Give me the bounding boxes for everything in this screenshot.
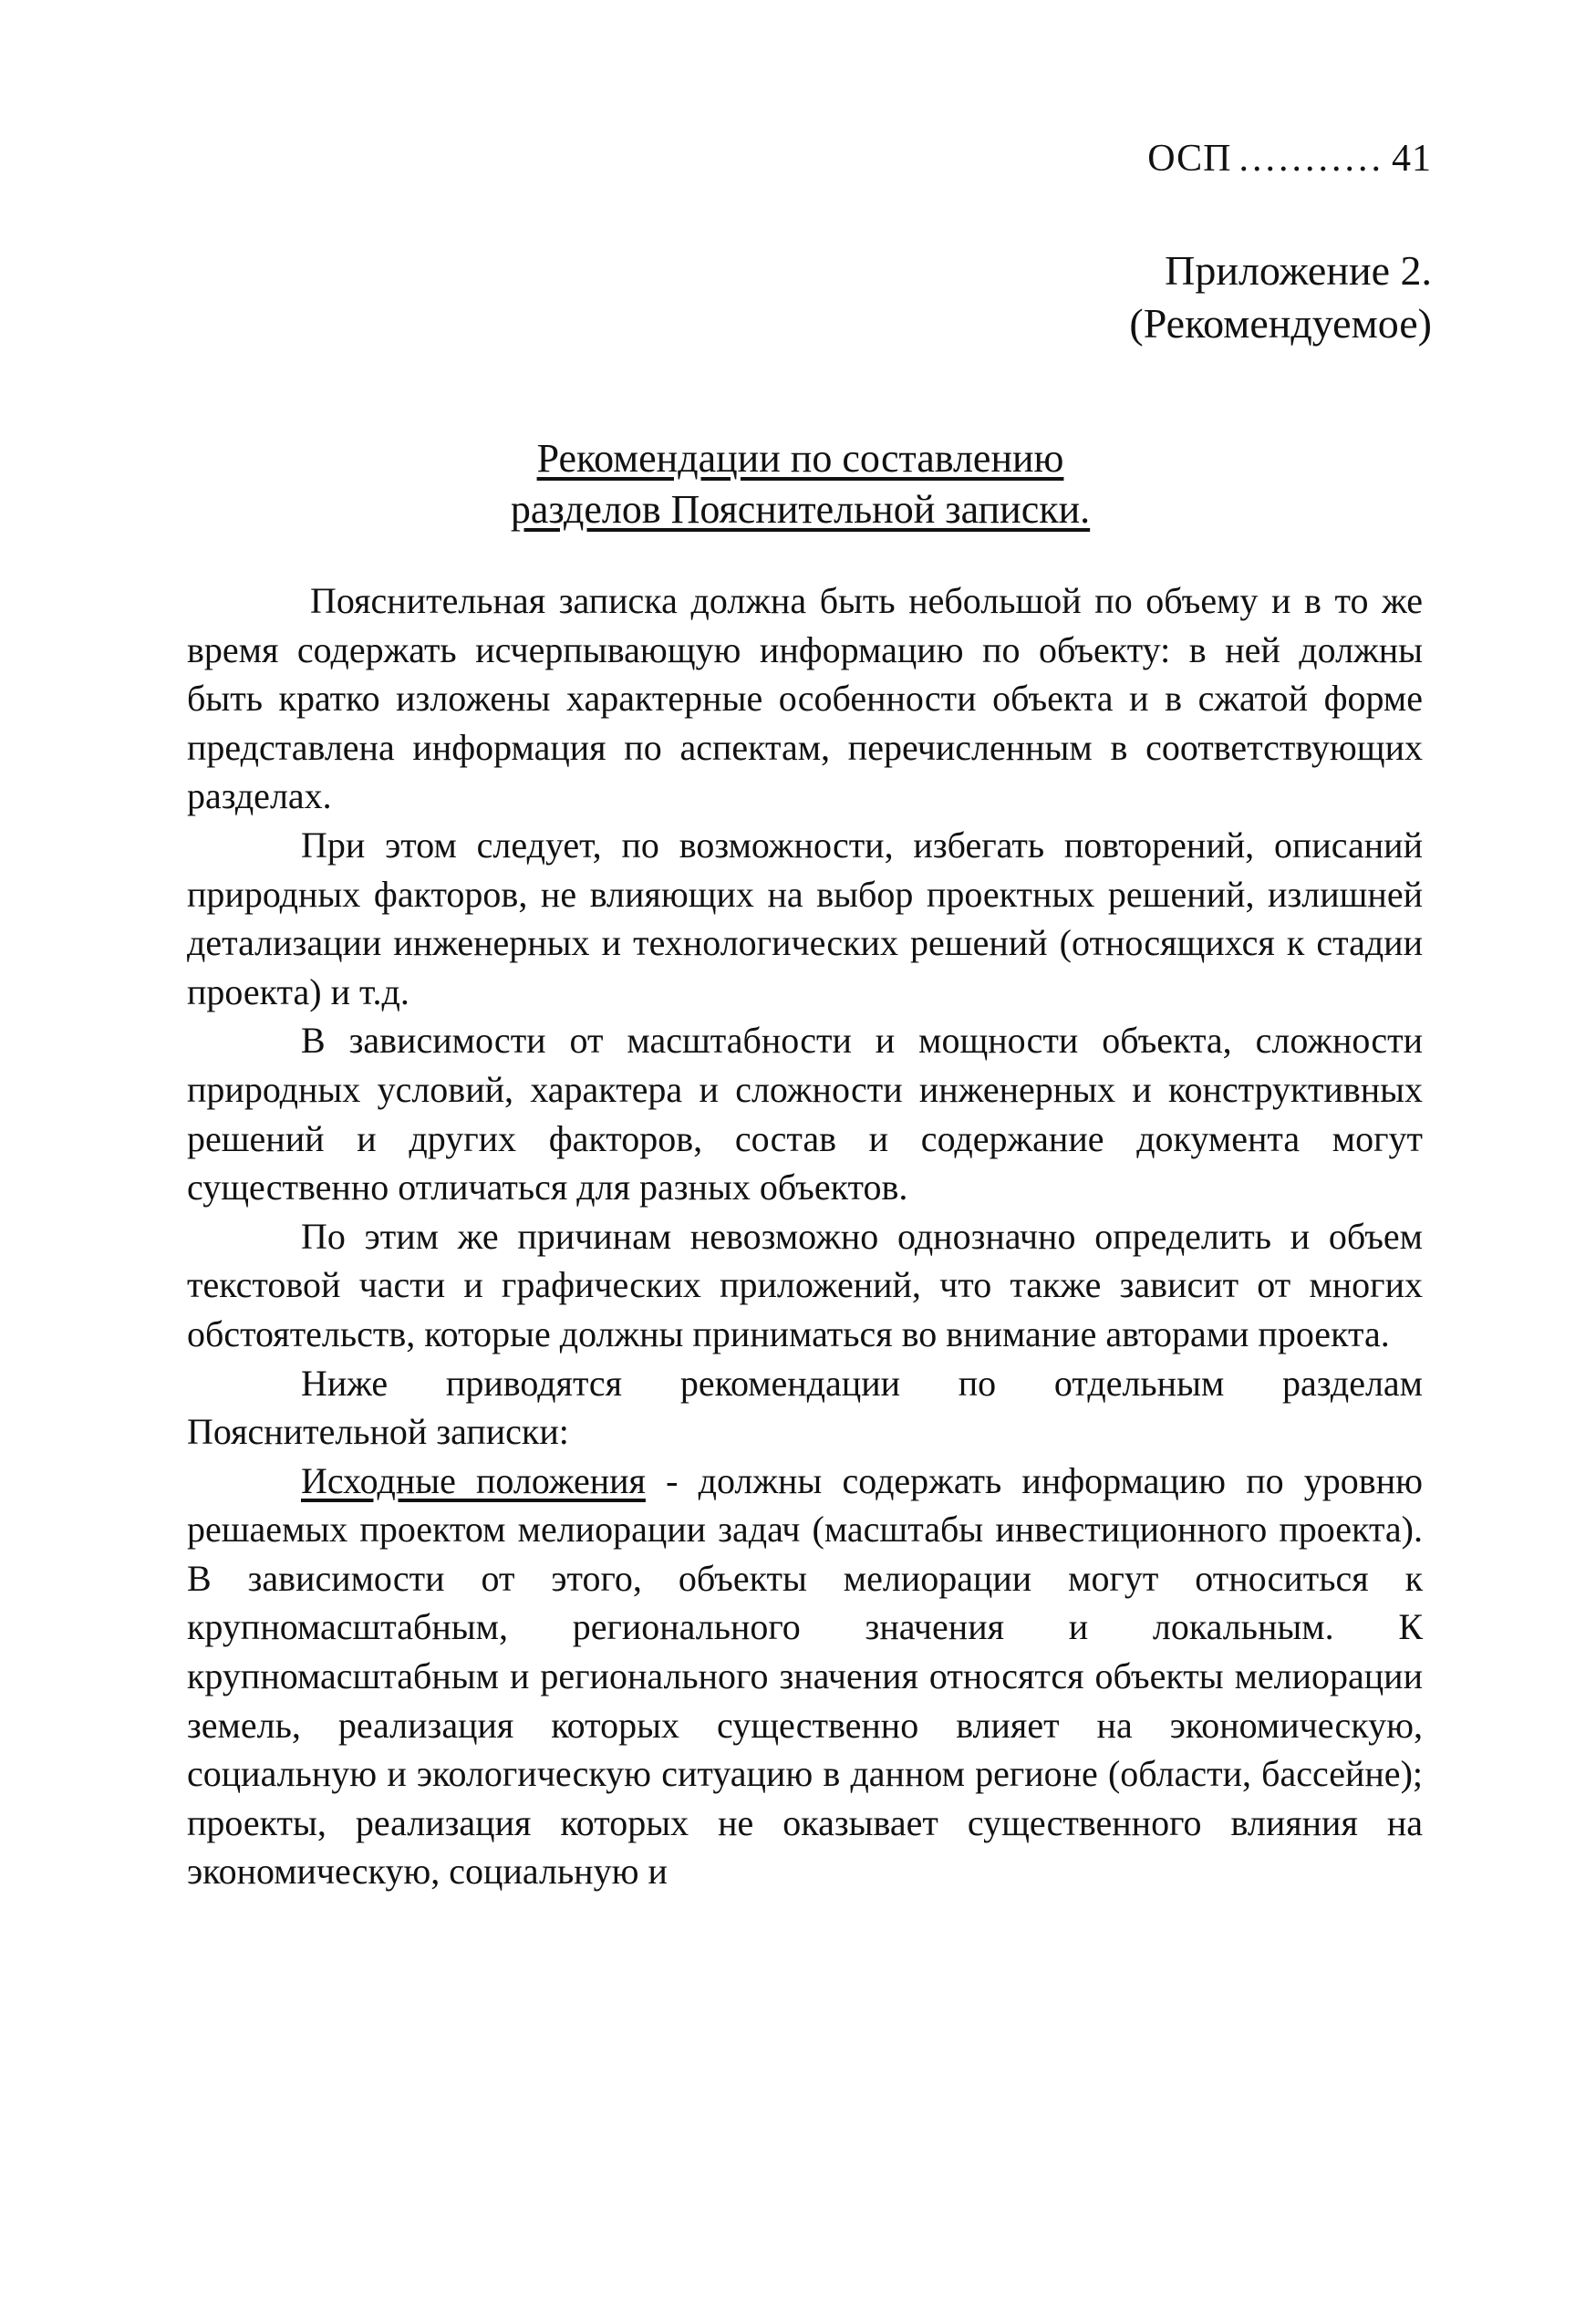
- page-number: 41: [1392, 138, 1432, 180]
- paragraph-6: [187, 1457, 1423, 1896]
- paragraph-6-text: - должны содержать информацию по уровню решаемых проектом мелиорации задач (масштабы инвестиционного проекта). В зависимости от этого, объекты мелиорации могут относиться к крупномасштабным, регионального значения и локальным. К крупномасштабным и регионального значения относятся объекты мелиорации земель, реализация которых существенно влияет на экономическую, социальную и экологическую ситуацию в данном регионе (области, бассейне); проекты, реализация которых не оказывает существенного влияния на экономическую, социальную и: [187, 1459, 1423, 1893]
- title-line-1: Рекомендации по составлению: [536, 436, 1064, 481]
- paragraph-3: В зависимости от масштабности и мощности объекта, сложности природных условий, характера и сложности инженерных и конструктивных решений и других факторов, состав и содержание документа могут существенно отличаться для разных объектов.: [187, 1020, 1423, 1209]
- paragraph-5: Ниже приводятся рекомендации по отдельным разделам Пояснительной записки:: [187, 1362, 1423, 1453]
- appendix-label: Приложение 2.: [1165, 247, 1432, 294]
- running-header: [1147, 137, 1432, 181]
- body-text: [187, 576, 1423, 1896]
- paragraph-2: При этом следует, по возможности, избегать повторений, описаний природных факторов, не влияющих на выбор проектных решений, излишней детализации инженерных и технологических решений (относящихся к стадии проекта) и т.д.: [187, 824, 1423, 1012]
- paragraph-1: Пояснительная записка должна быть небольшой по объему и в то же время содержать исчерпывающую информацию по объекту: в ней должны быть кратко изложены характерные особенности объекта и в сжатой форме представлена информация по аспектам, перечисленным в соответствующих разделах.: [187, 580, 1423, 817]
- appendix-status: (Рекомендуемое): [1129, 300, 1432, 347]
- section-title: [182, 433, 1418, 535]
- document-code: ОСП: [1147, 138, 1232, 180]
- paragraph-4: По этим же причинам невозможно однозначно определить и объем текстовой части и графических приложений, что также зависит от многих обстоятельств, которые должны приниматься во внимание авторами проекта.: [187, 1215, 1423, 1354]
- title-line-2: разделов Пояснительной записки.: [510, 487, 1091, 532]
- appendix-label-block: [1129, 244, 1432, 350]
- term-initial-provisions: Исходные положения: [301, 1459, 646, 1501]
- leader-dots: ...........: [1238, 138, 1384, 180]
